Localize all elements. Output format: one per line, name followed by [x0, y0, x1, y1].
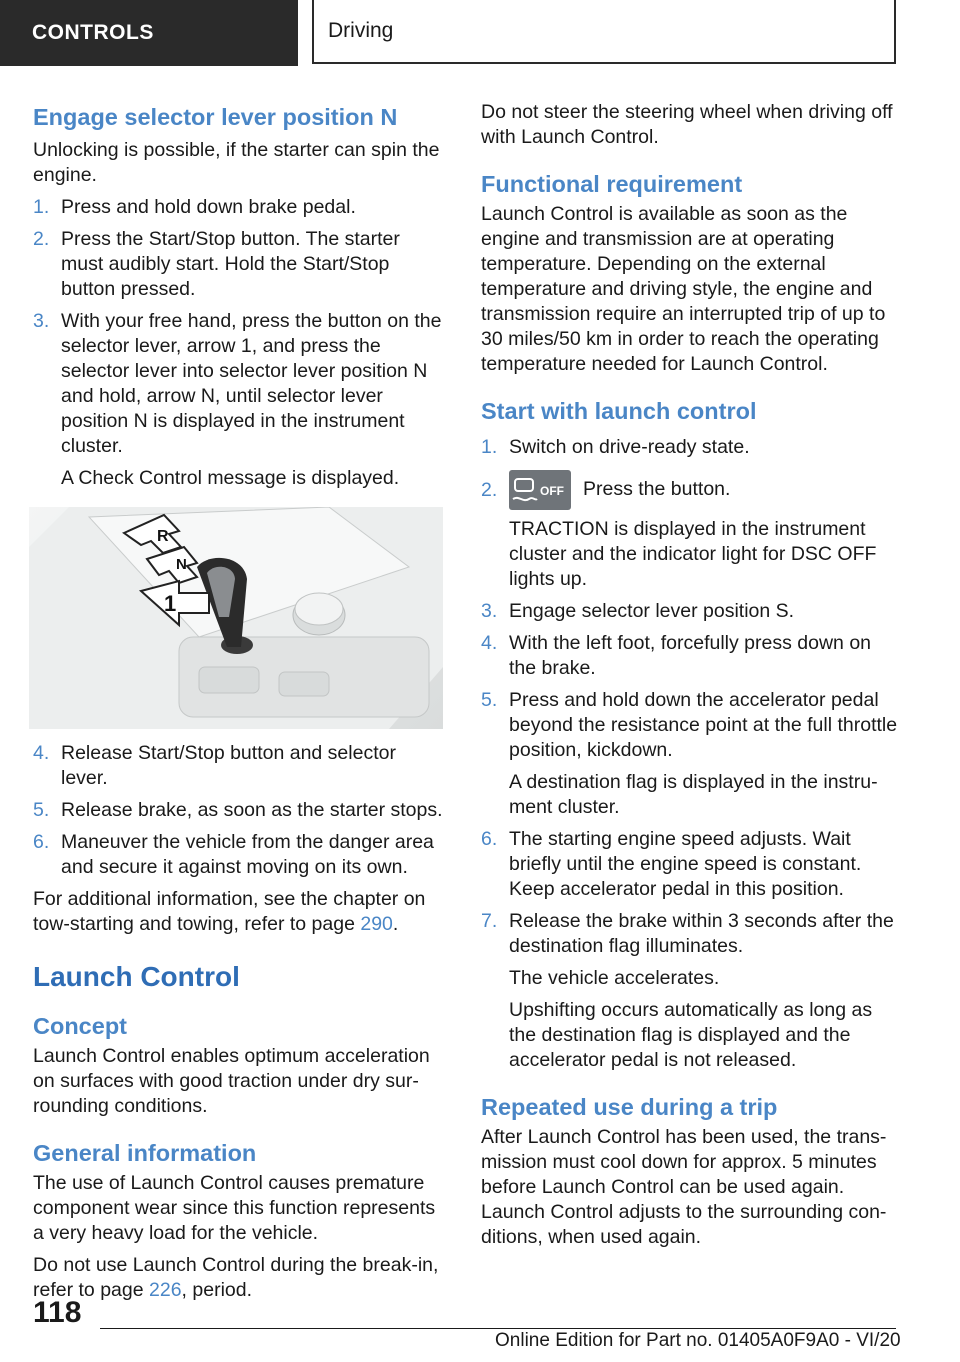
heading-selector-lever: Engage selector lever position N — [33, 104, 398, 130]
list-item — [481, 599, 899, 624]
dsc-off-label: OFF — [540, 484, 564, 498]
heading-concept: Concept — [33, 1013, 127, 1039]
page-link-290[interactable]: 290 — [360, 913, 393, 935]
step-text: Press and hold down brake pedal. — [61, 196, 356, 218]
paragraph-text: . — [392, 913, 399, 935]
list-item — [481, 688, 899, 763]
step-number: 3. — [481, 600, 498, 622]
step-number: 5. — [481, 689, 498, 711]
step-text: With the left foot, forcefully press down on the brake. — [509, 632, 872, 679]
heading-functional-requirement: Functional requirement — [481, 171, 743, 197]
step-number: 4. — [481, 632, 498, 654]
step-text: With your free hand, press the button on the selector lever, arrow 1, and press the selector lever into selector lever position N and hold, arrow N, until selector lever position N is displayed in the instrument cluster. — [61, 310, 442, 457]
step-text: Maneuver the vehicle from the danger area and secure it against moving on its own. — [61, 831, 434, 878]
paragraph-text: Do not use Launch Control during the break-in, refer to page — [33, 1254, 439, 1301]
section-title: CONTROLS — [32, 21, 154, 44]
edition-note: Online Edition for Part no. 01405A0F9A0 - VI/20 — [495, 1330, 901, 1351]
right-column — [481, 100, 899, 1250]
paragraph-text: , period. — [181, 1279, 253, 1301]
step-number: 5. — [33, 799, 50, 821]
step-number: 4. — [33, 742, 50, 764]
left-column — [33, 100, 445, 1303]
list-item — [481, 435, 899, 460]
paragraph-repeated-2: Launch Control adjusts to the surrounding conditions, when used again. — [481, 1201, 887, 1248]
paragraph-steering: Do not steer the steering wheel when driving off with Launch Control. — [481, 101, 893, 148]
step-note: Upshifting occurs automatically as long as the destination flag is displayed and the accelerator pedal is not released. — [509, 999, 873, 1071]
step-number: 2. — [481, 478, 498, 501]
step-text: Engage selector lever position S. — [509, 600, 795, 622]
arrow-label-n: N — [176, 556, 187, 573]
steps-list-c — [481, 435, 899, 1073]
step-number: 1. — [33, 196, 50, 218]
page-number: 118 — [33, 1296, 82, 1329]
footer-divider — [100, 1328, 896, 1329]
steps-list-b — [33, 741, 445, 880]
paragraph-text: For additional information, see the chapter on tow-starting and towing, refer to page — [33, 888, 426, 935]
steps-list-a — [33, 195, 445, 491]
heading-general-information: General information — [33, 1140, 257, 1166]
step-number: 3. — [33, 310, 50, 332]
step-number: 7. — [481, 910, 498, 932]
step-text: Release brake, as soon as the starter stops. — [61, 799, 443, 821]
selector-lever-illustration — [29, 507, 443, 729]
list-item — [33, 309, 445, 459]
step-text: Press and hold down the accelerator pedal beyond the resistance point at the full throttle position, kickdown. — [509, 689, 898, 761]
list-item — [481, 827, 899, 902]
step-text: Release the brake within 3 seconds after the destination flag illuminates. — [509, 910, 894, 957]
step-number: 6. — [33, 831, 50, 853]
step-note: A Check Control message is displayed. — [61, 467, 400, 489]
chapter-title: Driving — [328, 19, 394, 42]
paragraph-functional: Launch Control is available as soon as the engine and transmission are at operating temperature. Depending on the external temperature and driving style, the engine and transmission require an interrupted trip of up to 30 miles/50 km in order to reach the operating temperature needed for Launch Control. — [481, 203, 886, 375]
paragraph-concept: Launch Control enables optimum acceleration on surfaces with good traction under dry surrounding conditions. — [33, 1045, 430, 1117]
list-item — [33, 227, 445, 302]
list-item — [481, 909, 899, 959]
heading-launch-control: Launch Control — [33, 961, 240, 992]
heading-start-launch-control: Start with launch control — [481, 398, 757, 424]
section-tab — [0, 0, 298, 66]
heading-repeated-use: Repeated use during a trip — [481, 1094, 778, 1120]
step-note: TRACTION is displayed in the instrument cluster and the indicator light for DSC OFF lights up. — [509, 518, 877, 590]
paragraph-general: The use of Launch Control causes premature component wear since this function represents a very heavy load for the vehicle. — [33, 1172, 436, 1244]
step-number: 1. — [481, 436, 498, 458]
step-note: A destination flag is displayed in the instrument cluster. — [509, 771, 878, 818]
step-number: 2. — [33, 228, 50, 250]
list-item — [33, 741, 445, 791]
step-text: The starting engine speed adjusts. Wait briefly until the engine speed is constant. Keep accelerator pedal in this position. — [509, 828, 862, 900]
paragraph-repeated-1: After Launch Control has been used, the transmission must cool down for approx. 5 minutes before Launch Control can be used again. — [481, 1126, 887, 1198]
step-text: Press the button. — [583, 478, 731, 501]
list-item — [481, 470, 899, 510]
list-item — [33, 798, 445, 823]
dsc-off-icon — [509, 470, 571, 510]
step-text: Press the Start/Stop button. The starter must audibly start. Hold the Start/Stop button pressed. — [61, 228, 400, 300]
step-text: Release Start/Stop button and selector lever. — [61, 742, 396, 789]
chapter-tab — [312, 0, 896, 64]
selector-lever-photo — [29, 507, 443, 729]
step-note: The vehicle accelerates. — [509, 967, 720, 989]
list-item — [481, 631, 899, 681]
arrow-label-1: 1 — [164, 591, 177, 616]
step-text: Switch on drive-ready state. — [509, 436, 750, 458]
list-item — [33, 195, 445, 220]
list-item — [33, 830, 445, 880]
dsc-off-icon-graphic — [509, 470, 571, 510]
paragraph-break-in — [33, 1253, 445, 1303]
arrow-label-r: R — [157, 528, 169, 545]
paragraph-additional-info — [33, 887, 445, 937]
step-text-with-icon — [509, 470, 899, 510]
step-number: 6. — [481, 828, 498, 850]
paragraph-unlocking: Unlocking is possible, if the starter can spin the engine. — [33, 139, 440, 186]
page-link-226[interactable]: 226 — [149, 1279, 182, 1301]
